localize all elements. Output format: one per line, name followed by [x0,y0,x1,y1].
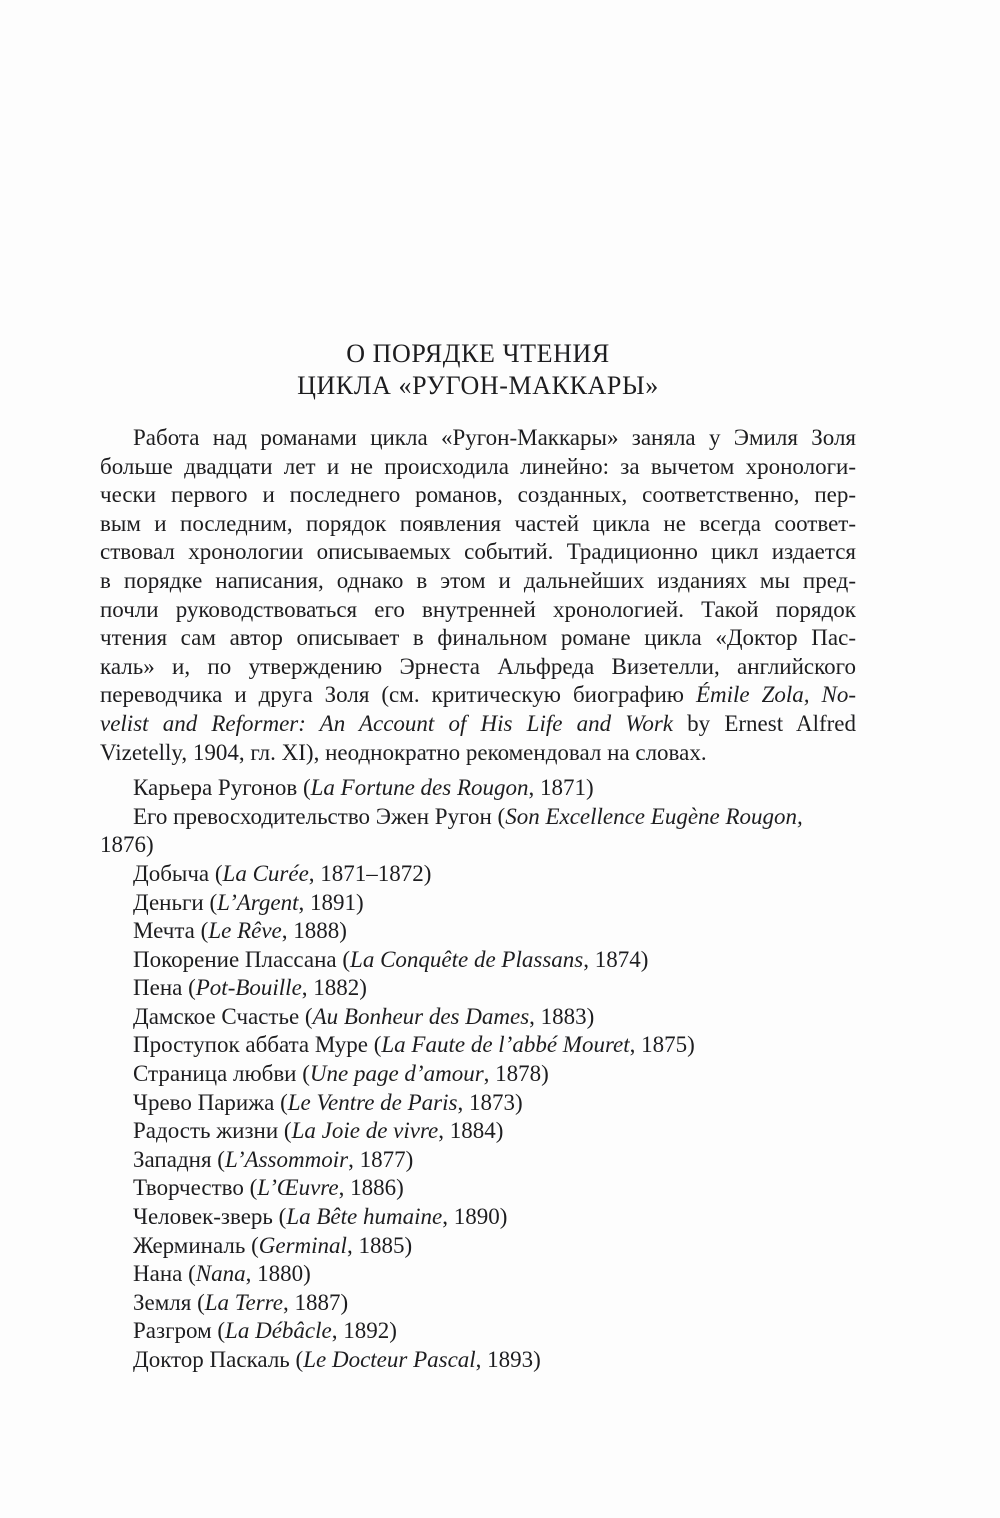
book-list-line [100,1346,856,1375]
text-segment: , 1875) [629,1032,695,1058]
text-segment: чтения сам автор описывает в финальном романе цикла «Доктор Пас- [100,625,856,651]
paragraph-line [100,481,856,510]
book-list-line [100,1174,856,1203]
text-segment: , 1871–1872) [308,860,432,886]
text-segment: Нана ( [133,1261,196,1287]
novel-reading-order-list [100,774,856,1374]
text-segment: , 1893) [475,1347,541,1372]
text-segment: , 1877) [348,1146,414,1172]
text-segment: Пена ( [133,975,196,1001]
paragraph-line [100,510,856,539]
text-segment: Творчество ( [133,1175,258,1201]
text-segment: Западня ( [133,1146,225,1172]
chapter-title-line-1: О ПОРЯДКЕ ЧТЕНИЯ [346,339,610,368]
italic-text-segment: Le Ventre de Paris [287,1089,458,1115]
text-segment: Карьера Ругонов ( [133,775,311,801]
text-segment: by Ernest Alfred [672,710,857,736]
text-segment: Доктор Паскаль ( [133,1347,304,1372]
chapter-title-line-2: ЦИКЛА «РУГОН-МАККАРЫ» [297,371,659,400]
italic-text-segment: La Débâcle [225,1318,332,1344]
italic-text-segment: La Conquête de Plassans [350,946,584,972]
text-segment: Земля ( [133,1289,205,1315]
italic-text-segment: La Bête humaine [286,1204,443,1230]
text-column [100,338,856,1375]
paragraph-line [100,681,856,710]
text-segment: Чрево Парижа ( [133,1089,288,1115]
book-list-line [100,1289,856,1318]
paragraph-line [100,624,856,653]
paragraph-line [100,453,856,482]
book-list-line [100,889,856,918]
book-list-line [100,1089,856,1118]
paragraph-line [100,653,856,682]
text-segment: Покорение Плассана ( [133,946,351,972]
text-segment: Деньги ( [133,889,218,915]
italic-text-segment: L’Œuvre [257,1175,339,1201]
text-segment: Разгром ( [133,1318,226,1344]
italic-text-segment: La Faute de l’abbé Mouret [381,1032,630,1058]
book-list-line [100,1203,856,1232]
text-segment: , 1884) [438,1118,504,1144]
text-segment: , 1873) [457,1089,523,1115]
text-segment: Добыча ( [133,860,223,886]
italic-text-segment: Nana [195,1261,246,1287]
paragraph-line [100,424,856,453]
text-segment: , 1874) [583,946,649,972]
text-segment: в порядке написания, однако в этом и дальнейших изданиях мы пред- [100,567,856,593]
book-list-line [100,974,856,1003]
paragraph-line [100,538,856,567]
text-segment: , 1885) [346,1232,413,1258]
text-segment: переводчика и друга Золя (см. критическую биографию [100,682,696,708]
italic-text-segment: velist and Reformer: An Account of His Life and Work [100,710,673,736]
book-list-line [100,1060,856,1089]
italic-text-segment: Son Excellence Eugène Rougon, [505,803,803,829]
text-segment: , 1888) [281,918,347,944]
text-segment: Его превосходительство Эжен Ругон ( [133,803,506,829]
text-segment: Работа над романами цикла «Ругон-Маккары» заняла у Эмиля Золя [133,425,856,450]
text-segment: 1876) [100,832,154,858]
text-segment: Vizetelly, 1904, гл. XI), неоднократно рекомендовал на словах. [100,739,707,765]
book-list-line [100,917,856,946]
book-list-line [100,831,856,860]
book-list-line [100,946,856,975]
text-segment: Дамское Счастье ( [133,1003,313,1029]
italic-text-segment: La Fortune des Rougon [310,775,529,801]
text-segment: чески первого и последнего романов, созданных, соответственно, пер- [100,482,856,508]
text-segment: , 1892) [331,1318,397,1344]
book-list-line [100,1031,856,1060]
text-segment: , 1871) [528,775,594,801]
text-segment: , 1886) [338,1175,404,1201]
book-list-line [100,1117,856,1146]
paragraph-line [100,596,856,625]
text-segment: Проступок аббата Муре ( [133,1032,382,1058]
text-segment: , 1882) [301,975,367,1001]
italic-text-segment: La Curée [222,860,309,886]
book-list-line [100,1146,856,1175]
text-segment: вым и последним, порядок появления частей цикла не всегда соответ- [100,510,856,536]
text-segment: , 1883) [529,1003,595,1029]
italic-text-segment: Pot-Bouille [195,975,302,1001]
book-list-line [100,774,856,803]
book-list-line [100,1003,856,1032]
text-segment: Мечта ( [133,918,209,944]
paragraph-line [100,739,856,768]
book-list-line [100,1317,856,1346]
text-segment: почли руководствоваться его внутренней хронологией. Такой порядок [100,596,856,622]
book-list-line [100,1232,856,1261]
paragraph-line [100,567,856,596]
text-segment: Страница любви ( [133,1061,310,1087]
text-segment: Человек-зверь ( [133,1204,287,1230]
italic-text-segment: La Joie de vivre [291,1118,439,1144]
italic-text-segment: Le Rêve [208,918,282,944]
text-segment: Радость жизни ( [133,1118,292,1144]
italic-text-segment: Le Docteur Pascal [303,1347,476,1372]
text-segment: больше двадцати лет и не происходила линейно: за вычетом хронологи- [100,453,856,479]
italic-text-segment: L’Assommoir [224,1146,349,1172]
text-segment: , 1890) [442,1204,508,1230]
italic-text-segment: Au Bonheur des Dames [312,1003,530,1029]
text-segment: каль» и, по утверждению Эрнеста Альфреда Визетелли, английского [100,653,856,679]
text-segment: Жерминаль ( [133,1232,259,1258]
intro-paragraph [100,424,856,767]
italic-text-segment: Émile Zola, No- [695,682,856,708]
italic-text-segment: L’Argent [217,889,299,915]
italic-text-segment: Germinal [258,1232,347,1258]
italic-text-segment: La Terre [204,1289,283,1315]
book-list-line [100,803,856,832]
text-segment: ствовал хронологии описываемых событий. Традиционно цикл издается [100,539,856,565]
text-segment: , 1891) [298,889,364,915]
paragraph-line [100,710,856,739]
italic-text-segment: Une page d’amour [309,1061,484,1087]
text-segment: , 1880) [245,1261,311,1287]
book-list-line [100,860,856,889]
text-segment: , 1887) [282,1289,349,1315]
book-list-line [100,1260,856,1289]
chapter-title [100,338,856,402]
text-segment: , 1878) [483,1061,549,1087]
